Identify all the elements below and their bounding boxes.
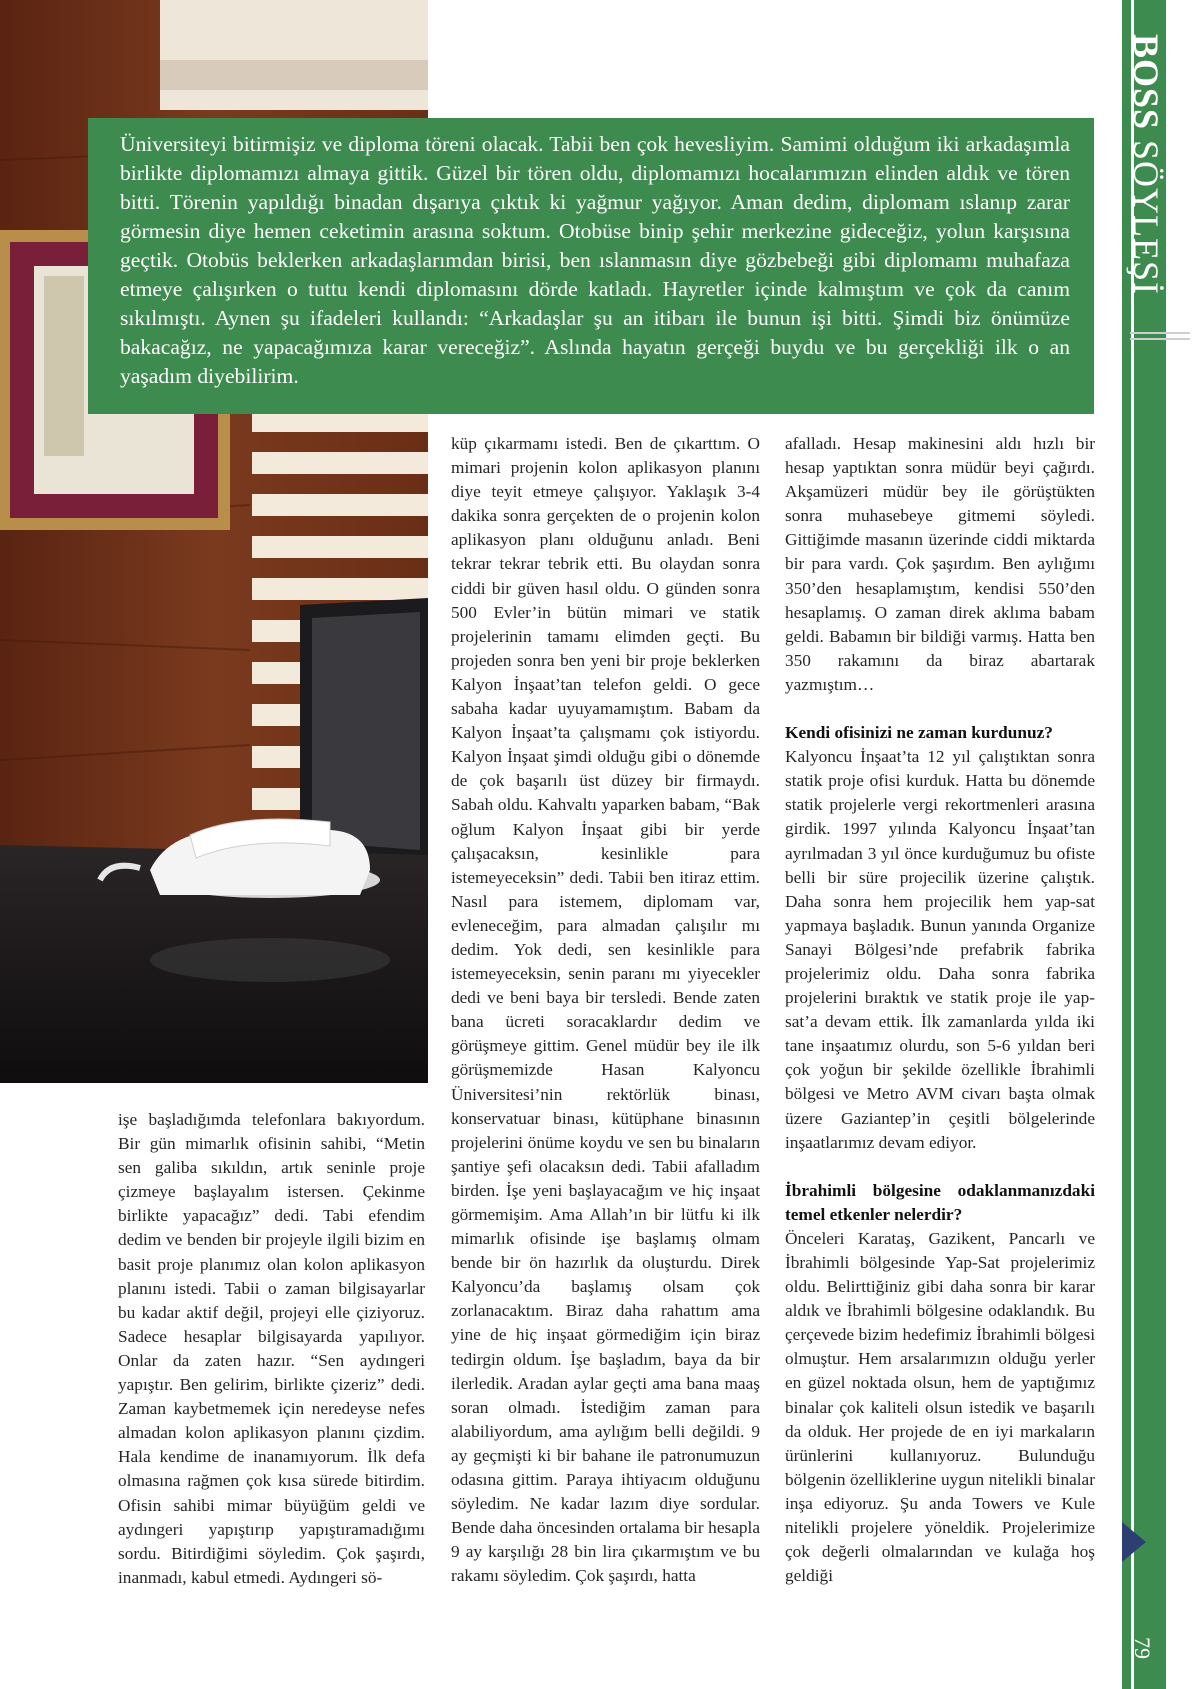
interview-answer: Kalyoncu İnşaat’ta 12 yıl çalıştıktan sonra statik proje ofisi kurduk. Hatta bu dönemde statik projelerle vergi rekortmenleri arasına girdik. 1997 yılında Kalyoncu İnşaat’tan ayrılmadan 3 yıl önce kurduğumuz bu ofiste belli bir süre projecilik üzerine çalıştık. Daha sonra hem projecilik hem yap-sat yapmaya başladık. Bunun yanında Organize Sanayi Bölgesi’nde prefabrik fabrika projelerimiz oldu. Daha sonra fabrika projelerini bıraktık ve statik proje ile yap-sat’a devam ettik. İlk zamanlarda yılda iki tane inşaatımız olurdu, son 5-6 yıldan beri çok yoğun bir şekilde özellikle İbrahimli bölgesi ve Metro AVM civarı başta olmak üzere Gaziantep’in çeşitli bölgelerinde inşaatlarımız devam ediyor. (785, 747, 1095, 1152)
interview-question: Kendi ofisinizi ne zaman kurdunuz? (785, 723, 1053, 743)
page-number (1122, 1618, 1162, 1678)
magazine-brand: BOSS (1126, 34, 1166, 131)
interview-question: İbrahimli bölgesine odaklanmanızdaki temel etkenler nelerdir? (785, 1180, 1095, 1224)
page-number-text: 79 (1130, 1637, 1155, 1659)
article-column-middle (451, 432, 760, 1589)
interview-answer: Önceleri Karataş, Gazikent, Pancarlı ve İbrahimli bölgesinde Yap-Sat projelerimiz oldu. Belirttiğiniz gibi daha sonra bir karar aldık ve İbrahimli bölgesine odaklandık. Bu çerçevede bizim hedefimiz İbrahimli bölgesi olmuştur. Hem arsalarımızın olduğu yerler en güzel noktada olsun, hem de yaptığımız binalar çok kaliteli olsun istedik ve başarılı da olduk. Her projede de en iyi markaların ürünlerini kullanıyoruz. Bulunduğu bölgenin özelliklerine uygun nitelikli binalar inşa ediyoruz. Şu anda Towers ve Kule nitelikli projelere yöneldik. Projelerimize çok değerli olmalarından ve kulağa hoş geldiği (785, 1228, 1095, 1586)
article-paragraph: afalladı. Hesap makinesini aldı hızlı bir hesap yaptıktan sonra müdür beyi çağırdı. Akşamüzeri müdür bey ile görüştükten sonra muhasebeye gitmemi söyledi. Gittiğimde masanın üzerinde ciddi miktarda bir para vardı. Çok şaşırdım. Ben aylığımı 350’den hesaplamıştım, kendisi 550’den hesaplamış. O zaman direk aklıma babam geldi. Babamın bir bildiği varmış. Hatta ben 350 rakamını da biraz abartarak yazmıştım… (785, 434, 1095, 694)
article-column-left (118, 1108, 425, 1590)
article-paragraph: işe başladığımda telefonlara bakıyordum. Bir gün mimarlık ofisinin sahibi, “Metin sen galiba sıkıldın, artık seninle proje çizmeye başlayalım istersen. Çekinme birlikte yapacağız” dedi. Tabi efendim dedim ve benden bir projeyle ilgili bizim en basit proje planımız olan kolon aplikasyon planını istedi. Tabii o zaman bilgisayarlar bu kadar aktif değil, projeyi elle çiziyoruz. Sadece hesaplar bilgisayarda yapılıyor. Onlar da zaten hazır. “Sen aydıngeri yapıştır. Ben gelirim, birlikte çizeriz” dedi. Zaman kaybetmemek için neredeyse nefes almadan kolon aplikasyon planını çizdim. Hala kendime de inanamıyorum. İlk defa olmasına rağmen çok kısa sürede bitirdim. Ofisin sahibi mimar büyüğüm geldi ve aydıngeri yapıştırıp yapıştıramadığımı sordu. Bitirdiğimi söyledim. Çok şaşırdı, inanmadı, kabul etmedi. Aydıngeri sö- (118, 1110, 425, 1587)
section-name: SÖYLEŞİ (1126, 140, 1166, 296)
article-paragraph: küp çıkarmamı istedi. Ben de çıkarttım. O mimari projenin kolon aplikasyon planını diye teyit etmeye çalışıyor. Yaklaşık 3-4 dakika sonra gerçekten de o projenin kolon aplikasyon planı olduğunu anladı. Beni tekrar tekrar tebrik etti. Bu olaydan sonra ciddi bir güven hasıl oldu. O günden sonra 500 Evler’in bütün mimari ve statik projelerinin tamamı elimden geçti. Bu projeden sonra ben yeni bir proje beklerken Kalyon İnşaat’tan telefon geldi. O gece sabaha kadar uyuyamamıştım. Babam da Kalyon İnşaat’ta çalışmamı çok istiyordu. Kalyon İnşaat şimdi olduğu gibi o dönemde de çok başarılı üst düzey bir firmaydı. Sabah oldu. Kahvaltı yaparken babam, “Bak oğlum Kalyon İnşaat gibi bir yerde çalışacaksın, kesinlikle para istemeyeceksin” dedi. Tabii ben itiraz ettim. Nasıl para istemem, diplomam var, evleneceğim, para almadan çalışılır mı dedim. Yok dedi, sen kesinlikle para istemeyeceksin, senin paranı mı yiyecekler dedi ve beni baya bir tersledi. Bende zaten bana ücreti soracaklardır dedim ve görüşmeye gittim. Genel müdür bey ile ilk görüşmemizde Hasan Kalyoncu Üniversitesi’nin rektörlük binası, konservatuar binası, kütüphane binasının projelerini önüme koydu ve sen bu binaların şantiye şefi olacaksın dedi. Tabii afalladım birden. İşe yeni başlayacağım ve hiç inşaat görmemişim. Ama Allah’ın bir lütfu ki ilk mimarlık ofisinde işe başlamış olmam bende bir ön hazırlık da oluşturdu. Direk Kalyoncu’da başlamış olsam çok zorlanacaktım. Biraz daha rahattım ama yine de hiç inşaat görmediğim için biraz tedirgin oldum. İşe başladım, baya da bir ilerledik. Aradan aylar geçti ama bana maaş soran olmadı. İstediğim zaman para alabiliyordum, ama aylığım belli değildi. 9 ay geçmişti ki bir bahane ile patronumuzun odasına gittim. Paraya ihtiyacım olduğunu söyledim. Ne kadar lazım diye sordular. Bende daha öncesinden ortalama bir hesapla 9 ay karşılığı 28 bin lira çıkarmıştım ve bu rakamı söyledim. Çok şaşırdı, hatta (451, 434, 760, 1586)
section-label (1124, 34, 1168, 314)
pull-quote-text: Üniversiteyi bitirmişiz ve diploma töreni olacak. Tabii ben çok hevesliyim. Samimi olduğum iki arkadaşımla birlikte diplomamızı almaya gittik. Güzel bir tören oldu, diplomamızı hocalarımızın elinden aldık ve tören bitti. Törenin yapıldığı binadan dışarıya çıktık ki yağmur yağıyor. Aman dedim, diplomam ıslanıp zarar görmesin diye hemen ceketimin arasına soktum. Otobüse binip şehir merkezine gideceğiz, yolun karşısına geçtik. Otobüs beklerken arkadaşlarımdan birisi, ben ıslanmasın diye gözbebeği gibi diplomamı muhafaza etmeye çalışırken o tuttu kendi diplomasını dörde katladı. Hayretler içinde kalmıştım ve çok da canım sıkılmıştı. Aynen şu ifadeleri kullandı: “Arkadaşlar şu an itibarı ile bunun işi bitti. Şimdi biz önümüze bakacağız, ne yapacağımıza karar vereceğiz”. Aslında hayatın gerçeği buydu ve bu gerçekliği ilk o an yaşadım diyebilirim. (120, 132, 1070, 388)
sidebar-rule (1130, 338, 1190, 340)
article-column-right (785, 432, 1095, 1588)
sidebar-rule (1130, 332, 1190, 334)
pull-quote-box (88, 118, 1094, 414)
section-sidebar (1122, 0, 1200, 1689)
section-label-text (1126, 34, 1166, 314)
continue-arrow-icon (1122, 1522, 1146, 1562)
